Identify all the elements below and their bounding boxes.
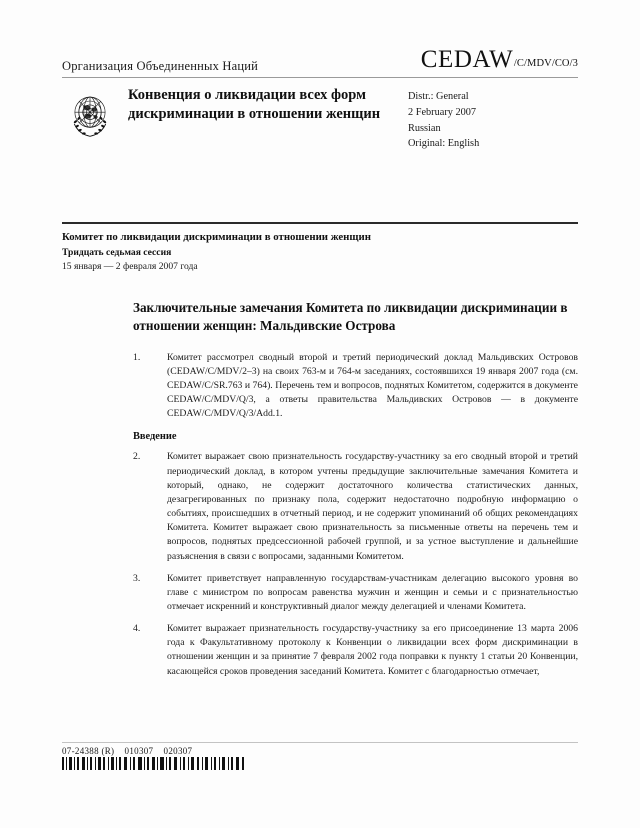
page-footer — [62, 742, 578, 770]
masthead-divider — [62, 77, 578, 78]
committee-block — [62, 222, 578, 274]
committee-session: Тридцать седьмая сессия — [62, 247, 172, 259]
paragraph-number: 3. — [133, 572, 141, 584]
paragraph-text: Комитет выражает признательность государству-участнику за его присоединение 13 марта 2006 года к Факультативному протоколу к Конвенции о ликвидации всех форм дискриминации в отношении женщин и за принятие 7 февраля 2002 года поправки к пункту 1 статьи 20 Конвенции, касающейся сроков проведения заседаний Комитета. Комитет с благодарностью отмечает, — [167, 623, 578, 677]
paragraph-3 — [133, 572, 578, 614]
footer-divider — [62, 742, 578, 743]
paragraph-number: 1. — [133, 351, 141, 363]
job-number: 07-24388 (R) 010307 020307 — [62, 746, 193, 756]
un-emblem-icon — [62, 87, 118, 143]
distribution-block — [402, 85, 578, 152]
paragraph-number: 4. — [133, 623, 141, 635]
section-heading-introduction: Введение — [133, 431, 177, 443]
document-language: Russian — [408, 122, 441, 134]
paragraph-text: Комитет приветствует направленную государствам-участникам делегацию высокого уровня во главе с министром по вопросам равенства мужчин и женщин и семьи и с признательностью отмечает искренний и конструктивный диалог между делегацией и членами Комитета. — [167, 572, 578, 612]
committee-divider — [62, 222, 578, 224]
document-symbol-main: CEDAW — [420, 46, 514, 73]
paragraph-text: Комитет выражает свою признательность государству-участнику за его сводный второй и третий периодический доклад, в котором учтены предыдущие заключительные замечания Комитета и который, однако, не содержит достаточного количества статистических данных, дезагрегированных по признаку пола, содержит недостаточно подробную информацию о событиях, происшедших в отчетный период, и не содержит упоминаний об общих рекомендациях Комитета. Комитет выражает свою признательность за письменные ответы на перечень тем и вопросов, поднятых предсессионной рабочей группой, и за устное выступление и дальнейшие разъяснения в связи с вопросами, заданными Комитетом. — [167, 451, 578, 562]
document-symbol-suffix: /C/MDV/CO/3 — [513, 58, 578, 69]
document-content — [133, 299, 578, 687]
distribution-line: Distr.: General — [408, 91, 469, 102]
masthead — [62, 46, 578, 152]
masthead-body-row — [62, 85, 578, 152]
masthead-top-row — [62, 46, 578, 77]
page-title: Заключительные замечания Комитета по ликвидации дискриминации в отношении женщин: Мальдивские Острова — [133, 300, 568, 333]
barcode-icon — [62, 757, 248, 770]
committee-name: Комитет по ликвидации дискриминации в отношении женщин — [62, 231, 371, 243]
paragraph-number: 2. — [133, 451, 141, 463]
organization-name: Организация Объединенных Наций — [62, 59, 259, 73]
document-original-language: Original: English — [408, 138, 480, 150]
convention-title: Конвенция о ликвидации всех форм дискриминации в отношении женщин — [128, 87, 381, 122]
paragraph-1 — [133, 351, 578, 422]
document-symbol — [421, 46, 578, 74]
document-date: 2 February 2007 — [408, 106, 477, 118]
committee-session-dates: 15 января — 2 февраля 2007 года — [62, 261, 198, 273]
paragraph-text: Комитет рассмотрел сводный второй и третий периодический доклад Мальдивских Островов (CEDAW/C/MDV/2–3) на своих 763-м и 764-м заседаниях, состоявшихся 19 января 2007 года (см. CEDAW/C/SR.763 и 764). Перечень тем и вопросов, поднятых Комитетом, содержится в документе CEDAW/C/MDV/Q/3, а ответы правительства Мальдивских Островов — в документе CEDAW/C/MDV/Q/3/Add.1. — [167, 351, 578, 420]
paragraph-4 — [133, 622, 578, 679]
paragraph-2 — [133, 450, 578, 563]
